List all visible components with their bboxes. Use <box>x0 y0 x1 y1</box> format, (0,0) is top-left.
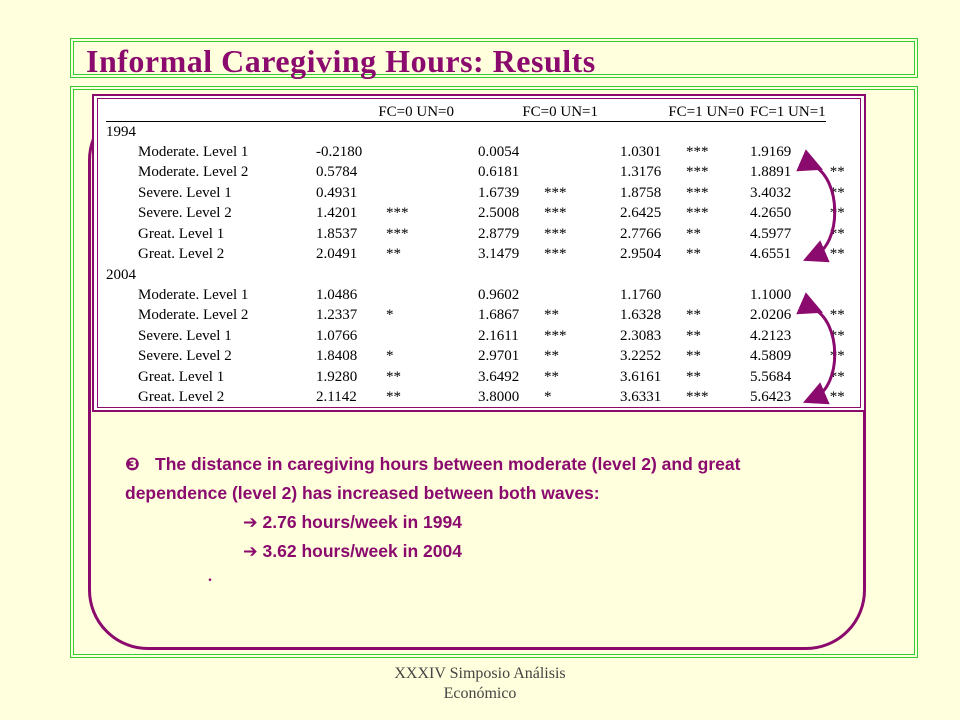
cell-significance: * <box>544 389 552 406</box>
circled-number-3-icon: ❸ <box>125 454 140 474</box>
cell-value: 1.9280 <box>316 368 358 385</box>
cell-value: 1.2337 <box>316 307 358 324</box>
cell-significance: ** <box>386 368 401 385</box>
cell-value: 1.3176 <box>620 164 662 181</box>
point-2004-text: 3.62 hours/week in 2004 <box>262 541 462 561</box>
cell-significance: ** <box>829 246 845 263</box>
cell-significance: ** <box>829 348 845 365</box>
footer-line-1: XXXIV Simposio Análisis <box>394 665 566 682</box>
cell-value: 0.5784 <box>316 164 358 181</box>
cell-value: 1.8537 <box>316 225 358 242</box>
row-label: Great. Level 2 <box>138 246 225 263</box>
cell-significance: ** <box>829 389 845 406</box>
cell-value: -0.2180 <box>316 143 363 160</box>
cell-value: 2.3083 <box>620 327 662 344</box>
cell-value: 1.6328 <box>620 307 662 324</box>
cell-significance: ** <box>686 307 701 324</box>
note-text: The distance in caregiving hours between moderate (level 2) and great dependence (level 2) has increased between both waves: <box>125 454 741 503</box>
row-label: Moderate. Level 2 <box>138 307 249 324</box>
cell-significance: ** <box>686 327 701 344</box>
footer <box>0 664 960 704</box>
cell-value: 1.6739 <box>478 184 520 201</box>
cell-significance: ** <box>386 246 401 263</box>
cell-value: 1.0486 <box>316 286 358 303</box>
cell-significance: *** <box>544 327 567 344</box>
cell-value: 1.8408 <box>316 348 358 365</box>
cell-value: 1.1760 <box>620 286 662 303</box>
header-col-1: FC=0 UN=0 <box>316 103 478 122</box>
cell-significance: *** <box>544 184 567 201</box>
cell-significance: * <box>386 348 394 365</box>
cell-significance: ** <box>544 307 559 324</box>
row-label: Severe. Level 1 <box>138 327 232 344</box>
cell-significance: ** <box>829 368 845 385</box>
cell-significance: *** <box>686 184 709 201</box>
header-col-2: FC=0 UN=1 <box>478 103 620 122</box>
cell-value: 1.9169 <box>750 143 792 160</box>
trailing-dot: . <box>208 568 212 585</box>
arrow-2004 <box>812 308 835 398</box>
cell-significance: *** <box>544 225 567 242</box>
cell-significance: ** <box>829 307 845 324</box>
row-label: Moderate. Level 2 <box>138 164 249 181</box>
cell-value: 4.2123 <box>750 327 792 344</box>
cell-value: 1.1000 <box>750 286 792 303</box>
cell-significance: *** <box>544 205 567 222</box>
cell-value: 1.8891 <box>750 164 792 181</box>
arrow-right-icon: ➔ <box>243 512 258 532</box>
point-1994 <box>125 508 845 537</box>
point-2004 <box>125 537 845 566</box>
cell-value: 3.1479 <box>478 246 520 263</box>
row-label: Severe. Level 1 <box>138 184 232 201</box>
cell-value: 2.7766 <box>620 225 662 242</box>
cell-significance: *** <box>686 143 709 160</box>
cell-significance: ** <box>686 348 701 365</box>
cell-value: 0.9602 <box>478 286 520 303</box>
cell-value: 1.6867 <box>478 307 520 324</box>
cell-significance: *** <box>386 205 409 222</box>
arrow-1994 <box>812 165 835 256</box>
cell-value: 4.6551 <box>750 246 792 263</box>
cell-significance: *** <box>686 164 709 181</box>
cell-value: 0.0054 <box>478 143 520 160</box>
cell-significance: ** <box>829 184 845 201</box>
point-1994-text: 2.76 hours/week in 1994 <box>262 512 462 532</box>
cell-value: 3.4032 <box>750 184 792 201</box>
cell-value: 2.1611 <box>478 327 519 344</box>
cell-significance: *** <box>686 389 709 406</box>
cell-value: 1.0301 <box>620 143 662 160</box>
arrow-right-icon: ➔ <box>243 541 258 561</box>
header-col-4: FC=1 UN=1 <box>750 103 826 120</box>
cell-value: 1.4201 <box>316 205 358 222</box>
cell-significance: ** <box>544 368 559 385</box>
cell-value: 0.6181 <box>478 164 520 181</box>
year-label: 1994 <box>106 123 136 140</box>
slide-title: Informal Caregiving Hours: Results <box>86 43 596 79</box>
row-label: Moderate. Level 1 <box>138 286 249 303</box>
row-label: Severe. Level 2 <box>138 205 232 222</box>
cell-significance: ** <box>686 246 701 263</box>
cell-significance: ** <box>829 164 845 181</box>
cell-value: 3.6161 <box>620 368 662 385</box>
cell-value: 0.4931 <box>316 184 358 201</box>
header-col-3: FC=1 UN=0 <box>620 103 750 122</box>
cell-value: 3.8000 <box>478 389 520 406</box>
cell-value: 2.0206 <box>750 307 792 324</box>
cell-value: 2.5008 <box>478 205 520 222</box>
cell-significance: ** <box>544 348 559 365</box>
row-label: Great. Level 1 <box>138 225 225 242</box>
cell-significance: * <box>386 307 394 324</box>
row-label: Great. Level 1 <box>138 368 225 385</box>
cell-value: 2.6425 <box>620 205 662 222</box>
footer-line-2: Económico <box>443 685 517 702</box>
note-block <box>125 450 845 566</box>
cell-significance: ** <box>829 205 845 222</box>
cell-value: 4.2650 <box>750 205 792 222</box>
cell-significance: ** <box>686 225 701 242</box>
cell-significance: *** <box>686 205 709 222</box>
cell-value: 1.0766 <box>316 327 358 344</box>
cell-value: 2.9504 <box>620 246 662 263</box>
year-label: 2004 <box>106 266 136 283</box>
cell-significance: ** <box>686 368 701 385</box>
cell-value: 5.6423 <box>750 389 792 406</box>
cell-value: 4.5977 <box>750 225 792 242</box>
cell-value: 3.2252 <box>620 348 662 365</box>
cell-value: 1.8758 <box>620 184 662 201</box>
cell-significance: *** <box>544 246 567 263</box>
cell-value: 3.6331 <box>620 389 662 406</box>
cell-significance: ** <box>829 225 845 242</box>
cell-value: 2.8779 <box>478 225 520 242</box>
row-label: Great. Level 2 <box>138 389 225 406</box>
cell-significance: *** <box>386 225 409 242</box>
cell-value: 2.0491 <box>316 246 358 263</box>
cell-value: 3.6492 <box>478 368 520 385</box>
note-paragraph <box>125 450 845 508</box>
cell-significance: ** <box>829 327 845 344</box>
row-label: Moderate. Level 1 <box>138 143 249 160</box>
cell-value: 5.5684 <box>750 368 792 385</box>
cell-value: 4.5809 <box>750 348 792 365</box>
cell-significance: ** <box>386 389 401 406</box>
cell-value: 2.1142 <box>316 389 357 406</box>
row-label: Severe. Level 2 <box>138 348 232 365</box>
cell-value: 2.9701 <box>478 348 520 365</box>
